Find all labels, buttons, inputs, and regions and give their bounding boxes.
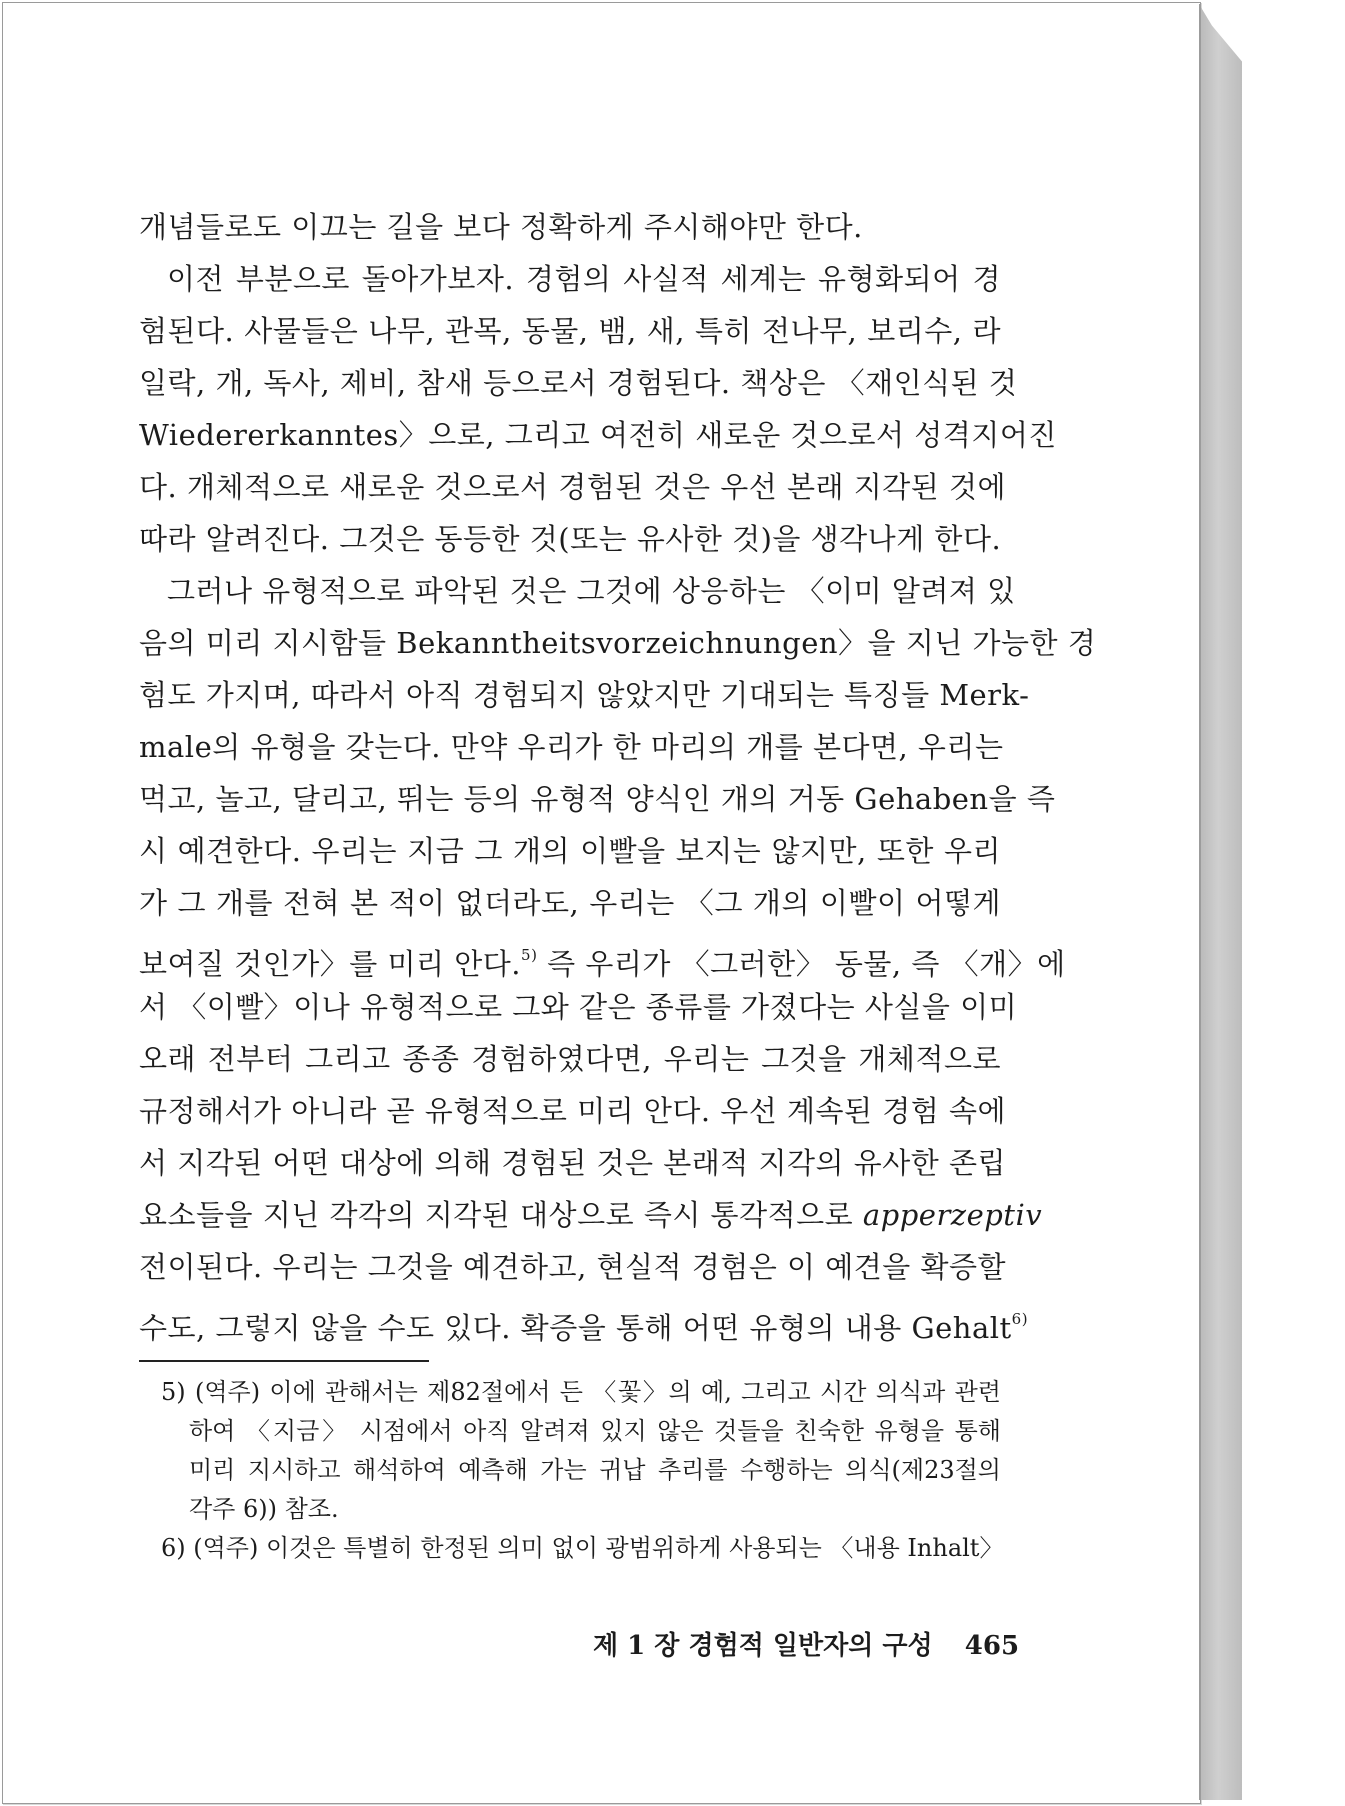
body-line: 일락, 개, 독사, 제비, 참새 등으로서 경험된다. 책상은 〈재인식된 것 [139, 366, 1018, 400]
body-line: 음의 미리 지시함들 Bekanntheitsvorzeichnungen〉을 지닌 가능한 경 [139, 626, 1097, 660]
page-stack-edge [1199, 4, 1242, 1800]
body-text: 수도, 그렇지 않을 수도 있다. 확증을 통해 어떤 유형의 내용 Gehalt [139, 1311, 1012, 1345]
body-line: 개념들로도 이끄는 길을 보다 정확하게 주시해야만 한다. [139, 210, 863, 244]
body-text: 즉 우리가 〈그러한〉 동물, 즉 〈개〉에 [537, 947, 1066, 981]
body-line: 험된다. 사물들은 나무, 관목, 동물, 뱀, 새, 특히 전나무, 보리수, 라 [139, 314, 1001, 348]
footnote-line: 하여 〈지금〉 시점에서 아직 알려져 있지 않은 것들을 친숙한 유형을 통해 [189, 1417, 1001, 1445]
body-text: 보여질 것인가〉를 미리 안다. [139, 947, 522, 981]
book-page [2, 2, 1201, 1804]
footnote-ref-5: 5) [521, 946, 538, 964]
body-line: 그러나 유형적으로 파악된 것은 그것에 상응하는 〈이미 알려져 있 [167, 574, 1016, 608]
chapter-title: 제 1 장 경험적 일반자의 구성 [593, 1631, 933, 1661]
body-line: 가 그 개를 전혀 본 적이 없더라도, 우리는 〈그 개의 이빨이 어떻게 [139, 886, 1001, 920]
footnote-divider [139, 1360, 429, 1362]
body-line: Wiedererkanntes〉으로, 그리고 여전히 새로운 것으로서 성격지어진 [139, 418, 1057, 452]
footnote-line: 5) (역주) 이에 관해서는 제82절에서 든 〈꽃〉의 예, 그리고 시간 의식과 관련 [161, 1378, 1001, 1406]
running-footer [593, 1625, 1019, 1662]
body-line: 다. 개체적으로 새로운 것으로서 경험된 것은 우선 본래 지각된 것에 [139, 470, 1007, 504]
footnote-line: 6) (역주) 이것은 특별히 한정된 의미 없이 광범위하게 사용되는 〈내용 Inhalt〉 [161, 1534, 1004, 1562]
footnote-ref-6: 6) [1011, 1310, 1029, 1328]
footnote-line: 각주 6)) 참조. [189, 1495, 339, 1523]
body-line: male의 유형을 갖는다. 만약 우리가 한 마리의 개를 본다면, 우리는 [139, 730, 1004, 764]
body-line: 험도 가지며, 따라서 아직 경험되지 않았지만 기대되는 특징들 Merk- [139, 678, 1030, 712]
body-line [139, 931, 1066, 981]
body-line: 서 지각된 어떤 대상에 의해 경험된 것은 본래적 지각의 유사한 존립 [139, 1146, 1007, 1180]
page-number: 465 [964, 1631, 1020, 1661]
body-text: 요소들을 지닌 각각의 지각된 대상으로 즉시 통각적으로 [139, 1198, 863, 1232]
body-line: 이전 부분으로 돌아가보자. 경험의 사실적 세계는 유형화되어 경 [167, 262, 1001, 296]
footnote-line: 미리 지시하고 해석하여 예측해 가는 귀납 추리를 수행하는 의식(제23절의 [189, 1456, 1001, 1484]
body-line [139, 1295, 1029, 1345]
body-line: 시 예견한다. 우리는 지금 그 개의 이빨을 보지는 않지만, 또한 우리 [139, 834, 1001, 868]
body-line [139, 1191, 1043, 1239]
body-line: 오래 전부터 그리고 종종 경험하였다면, 우리는 그것을 개체적으로 [139, 1042, 1001, 1076]
page-stack-edge-line [1199, 4, 1201, 1800]
italic-term: apperzeptiv [862, 1198, 1043, 1232]
body-line: 서 〈이빨〉이나 유형적으로 그와 같은 종류를 가졌다는 사실을 이미 [139, 990, 1018, 1024]
body-line: 먹고, 놀고, 달리고, 뛰는 등의 유형적 양식인 개의 거동 Gehaben을 즉 [139, 782, 1056, 816]
body-line: 전이된다. 우리는 그것을 예견하고, 현실적 경험은 이 예견을 확증할 [139, 1250, 1007, 1284]
body-line: 따라 알려진다. 그것은 동등한 것(또는 유사한 것)을 생각나게 한다. [139, 522, 1002, 556]
body-line: 규정해서가 아니라 곧 유형적으로 미리 안다. 우선 계속된 경험 속에 [139, 1094, 1007, 1128]
